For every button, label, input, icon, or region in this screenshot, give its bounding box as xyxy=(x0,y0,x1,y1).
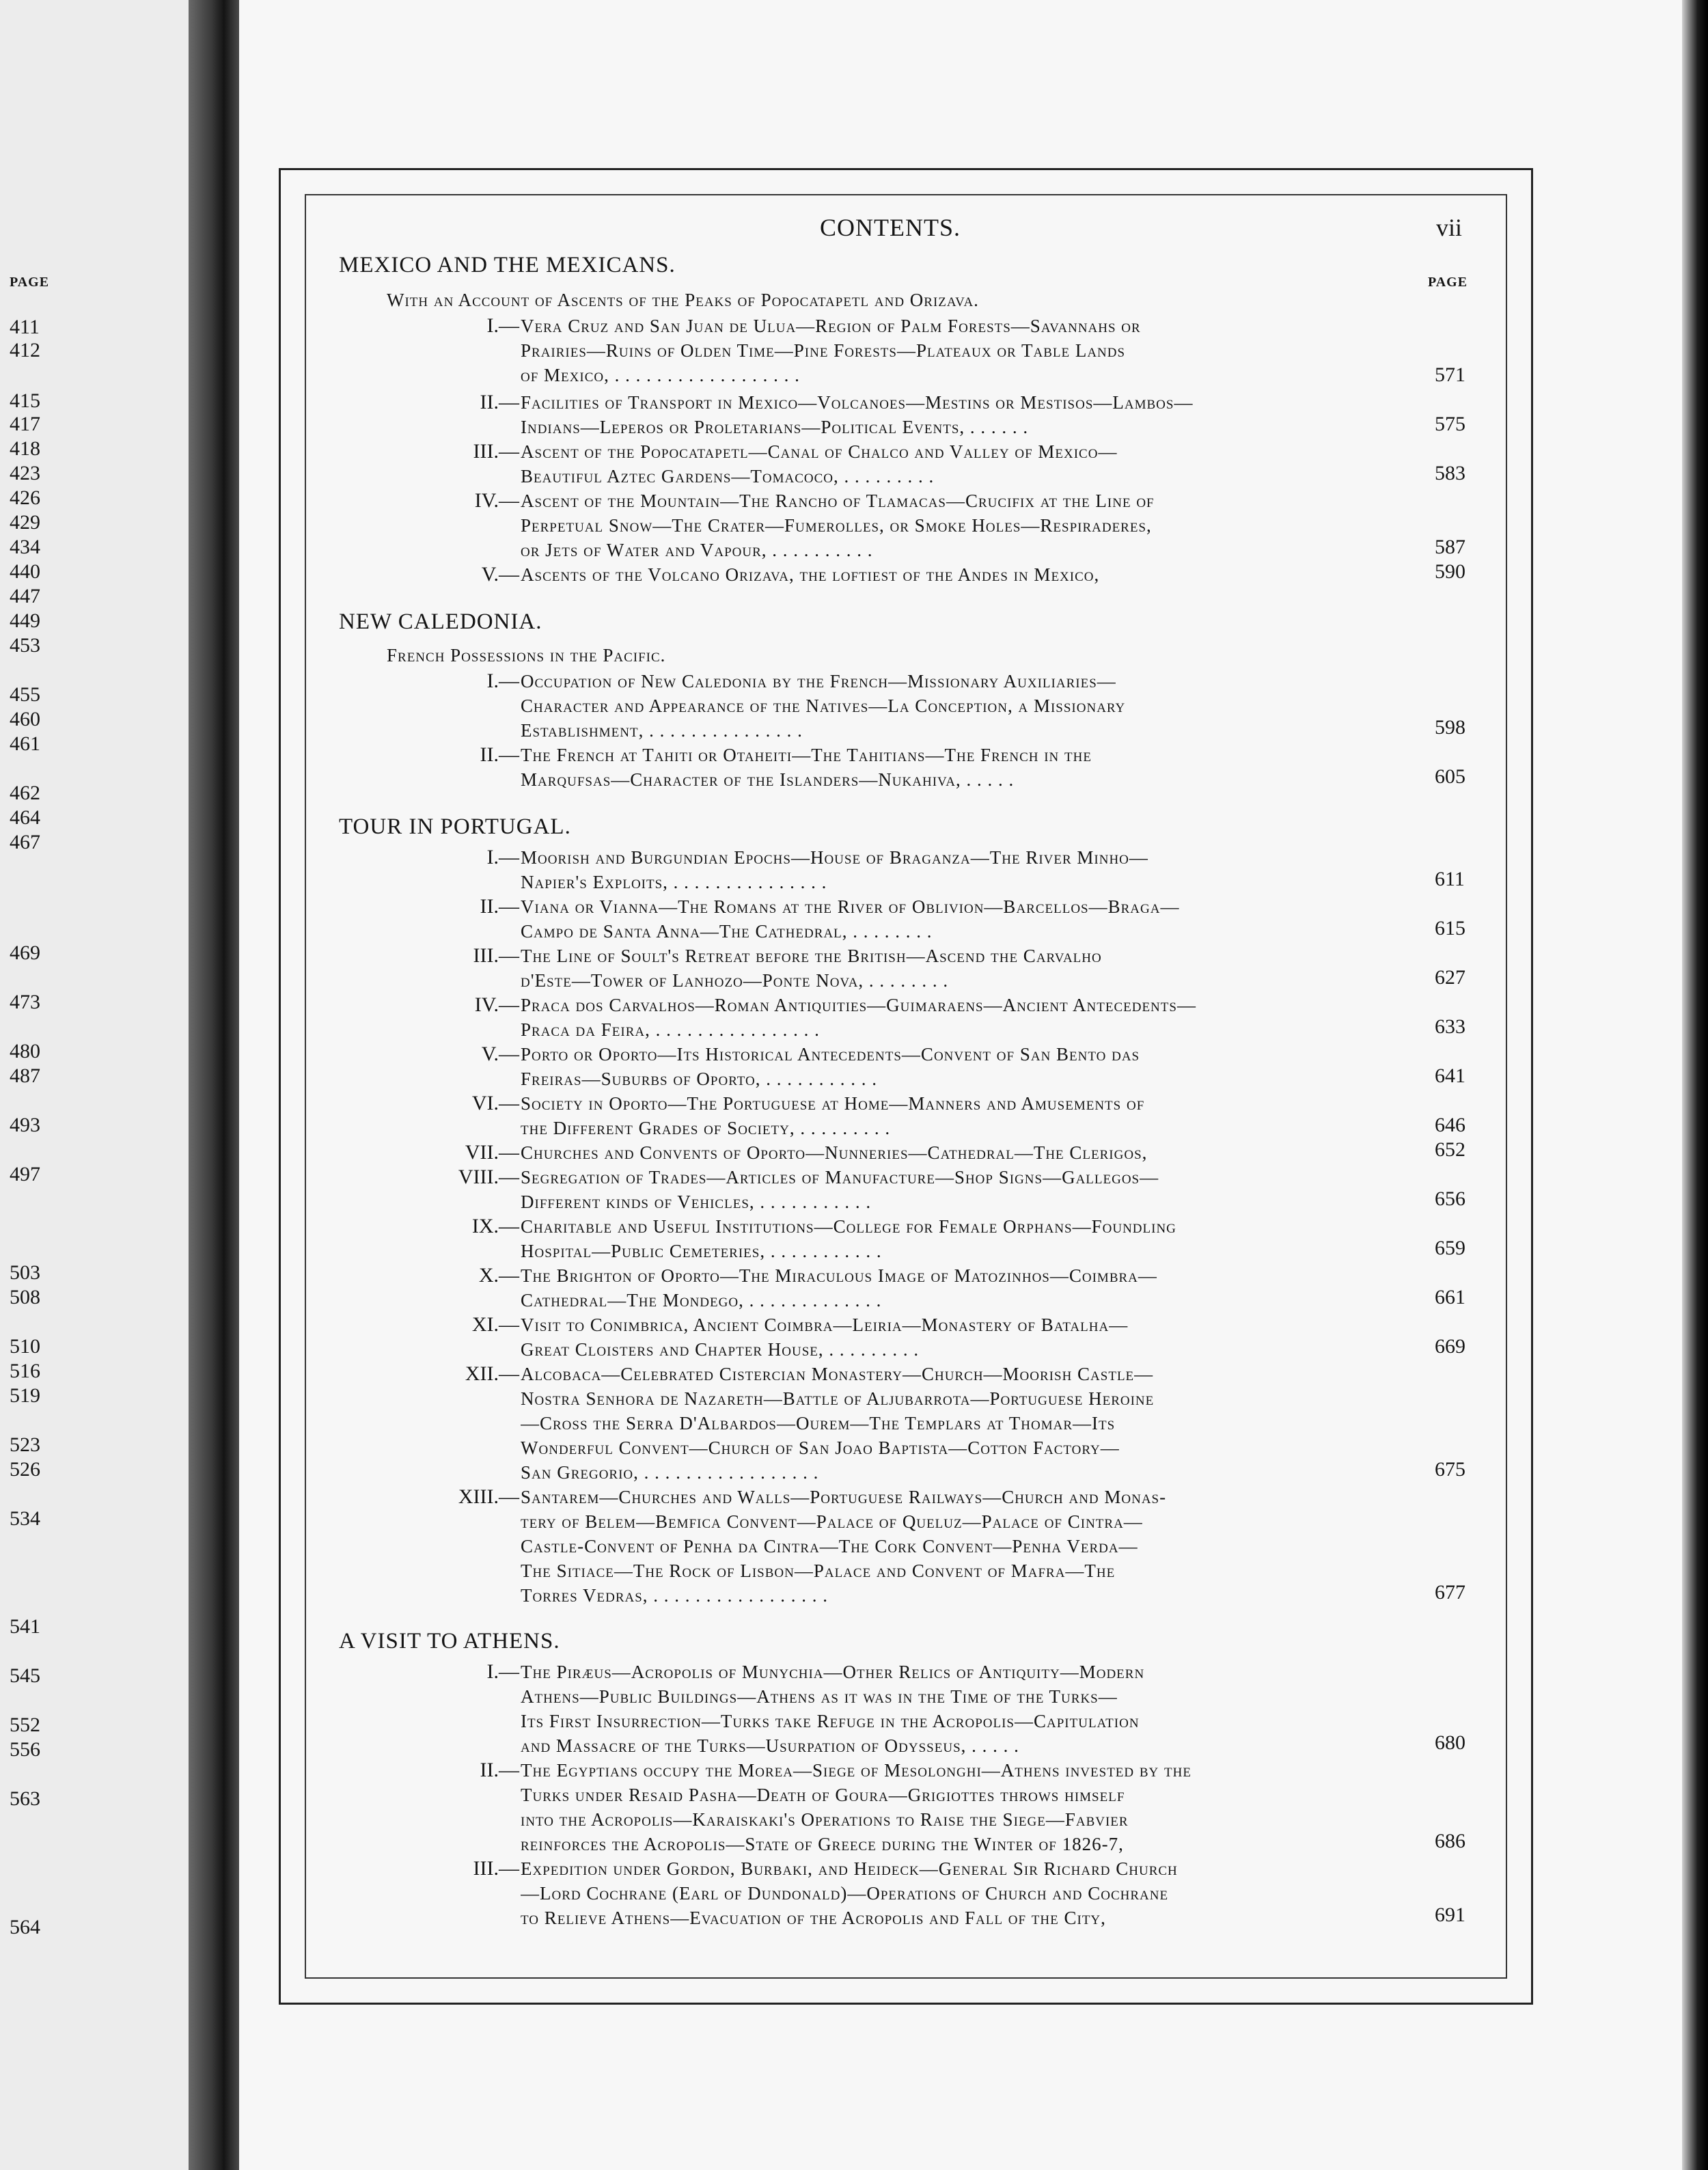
previous-page-number: 464 xyxy=(10,806,40,829)
previous-page xyxy=(0,0,189,2170)
chapter-numeral: I.— xyxy=(486,846,519,868)
chapter-numeral: II.— xyxy=(480,895,519,918)
chapter-line: Perpetual Snow—The Crater—Fumerolles, or Smoke Holes—Respiraderes, xyxy=(521,515,1152,536)
folio-number: vii xyxy=(1436,214,1463,241)
previous-page-number: 460 xyxy=(10,708,40,730)
chapter-numeral: I.— xyxy=(486,1660,519,1683)
chapter-line: The Line of Soult's Retreat before the British—Ascend the Carvalho xyxy=(521,946,1102,966)
chapter-line: Wonderful Convent—Church of San Joao Baptista—Cotton Factory— xyxy=(521,1438,1120,1458)
page-number: 627 xyxy=(1435,966,1465,989)
previous-page-number: 423 xyxy=(10,462,40,484)
previous-page-number: 469 xyxy=(10,942,40,964)
previous-page-number: 434 xyxy=(10,536,40,558)
chapter-line: —Cross the Serra D'Albardos—Ourem—The Templars at Thomar—Its xyxy=(521,1413,1116,1433)
previous-page-number: 412 xyxy=(10,339,40,361)
chapter-numeral: VII.— xyxy=(465,1141,519,1164)
chapter-line: into the Acropolis—Karaiskaki's Operations to Raise the Siege—Fabvier xyxy=(521,1809,1129,1830)
previous-page-number: 411 xyxy=(10,316,40,338)
page-number: 615 xyxy=(1435,917,1465,939)
chapter-line: Character and Appearance of the Natives—La Conception, a Missionary xyxy=(521,696,1126,716)
page-number: 677 xyxy=(1435,1581,1465,1604)
chapter-numeral: XII.— xyxy=(465,1362,519,1385)
chapter-line: Porto or Oporto—Its Historical Antecedents—Convent of San Bento das xyxy=(521,1044,1140,1065)
chapter-line: Ascent of the Popocatapetl—Canal of Chalco and Valley of Mexico— xyxy=(521,441,1118,462)
chapter-line: Marqufsas—Character of the Islanders—Nukahiva, . . . . . xyxy=(521,769,1015,790)
chapter-line: tery of Belem—Bemfica Convent—Palace of Queluz—Palace of Cintra— xyxy=(521,1511,1143,1532)
page-number: 656 xyxy=(1435,1187,1465,1210)
chapter-numeral: XIII.— xyxy=(458,1485,519,1508)
previous-page-number: 449 xyxy=(10,609,40,632)
previous-page-number: 519 xyxy=(10,1384,40,1407)
previous-page-number: 487 xyxy=(10,1065,40,1087)
chapter-line: Torres Vedras, . . . . . . . . . . . . . . . . . xyxy=(521,1585,829,1606)
chapter-line: Praca da Feira, . . . . . . . . . . . . . . . . xyxy=(521,1019,820,1040)
chapter-line: The Piræus—Acropolis of Munychia—Other Relics of Antiquity—Modern xyxy=(521,1662,1145,1682)
page-number: 598 xyxy=(1435,716,1465,739)
page-number: 611 xyxy=(1435,868,1465,890)
chapter-line: Viana or Vianna—The Romans at the River of Oblivion—Barcellos—Braga— xyxy=(521,896,1180,917)
chapter-numeral: IX.— xyxy=(471,1215,519,1237)
chapter-line: The French at Tahiti or Otaheiti—The Tahitians—The French in the xyxy=(521,745,1092,765)
previous-page-number: 493 xyxy=(10,1114,40,1136)
previous-page-number: 516 xyxy=(10,1360,40,1382)
chapter-numeral: III.— xyxy=(473,944,519,967)
chapter-line: Ascents of the Volcano Orizava, the loftiest of the Andes in Mexico, xyxy=(521,564,1100,585)
chapter-line: Expedition under Gordon, Burbaki, and Heideck—General Sir Richard Church xyxy=(521,1858,1178,1879)
chapter-numeral: II.— xyxy=(480,391,519,413)
chapter-line: Vera Cruz and San Juan de Ulua—Region of Palm Forests—Savannahs or xyxy=(521,316,1141,336)
chapter-line: Charitable and Useful Institutions—College for Female Orphans—Foundling xyxy=(521,1216,1176,1237)
section-subtitle: French Possessions in the Pacific. xyxy=(387,645,666,665)
chapter-line: San Gregorio, . . . . . . . . . . . . . . . . . xyxy=(521,1462,819,1483)
previous-page-number: 467 xyxy=(10,831,40,853)
chapter-line: Campo de Santa Anna—The Cathedral, . . . . . . . . xyxy=(521,921,933,942)
chapter-line: The Brighton of Oporto—The Miraculous Image of Matozinhos—Coimbra— xyxy=(521,1265,1157,1286)
chapter-numeral: X.— xyxy=(478,1264,519,1287)
page-number: 590 xyxy=(1435,560,1465,583)
page-number: 605 xyxy=(1435,765,1465,788)
chapter-numeral: IV.— xyxy=(474,993,519,1016)
chapter-line: The Egyptians occupy the Morea—Siege of Mesolonghi—Athens invested by the xyxy=(521,1760,1192,1781)
chapter-numeral: III.— xyxy=(473,440,519,463)
chapter-line: Moorish and Burgundian Epochs—House of Braganza—The River Minho— xyxy=(521,847,1148,868)
previous-page-number: 429 xyxy=(10,511,40,534)
chapter-line: Society in Oporto—The Portuguese at Home—Manners and Amusements of xyxy=(521,1093,1145,1114)
previous-page-number: 510 xyxy=(10,1335,40,1358)
chapter-line: Facilities of Transport in Mexico—Volcanoes—Mestins or Mestisos—Lambos— xyxy=(521,392,1194,413)
previous-page-number: 447 xyxy=(10,585,40,607)
chapter-numeral: IV.— xyxy=(474,489,519,512)
chapter-line: Visit to Conimbrica, Ancient Coimbra—Leiria—Monastery of Batalha— xyxy=(521,1315,1129,1335)
previous-page-number: 563 xyxy=(10,1787,40,1810)
page-number: 691 xyxy=(1435,1904,1465,1926)
chapter-line: to Relieve Athens—Evacuation of the Acropolis and Fall of the City, xyxy=(521,1908,1106,1928)
chapter-line: Freiras—Suburbs of Oporto, . . . . . . . . . . . xyxy=(521,1069,877,1089)
previous-page-number: 545 xyxy=(10,1664,40,1687)
chapter-numeral: I.— xyxy=(486,670,519,692)
chapter-line: the Different Grades of Society, . . . . . . . . . xyxy=(521,1118,891,1138)
chapter-numeral: V.— xyxy=(481,1043,519,1065)
chapter-line: Churches and Convents of Oporto—Nunneries—Cathedral—The Clerigos, xyxy=(521,1142,1148,1163)
chapter-line: of Mexico, . . . . . . . . . . . . . . . . . . xyxy=(521,365,800,385)
chapter-line: Establishment, . . . . . . . . . . . . . . . xyxy=(521,720,803,741)
page-edge-shadow xyxy=(1682,0,1708,2170)
chapter-line: Castle-Convent of Penha da Cintra—The Cork Convent—Penha Verda— xyxy=(521,1536,1138,1556)
chapter-line: The Sitiace—The Rock of Lisbon—Palace and Convent of Mafra—The xyxy=(521,1561,1116,1581)
page-number: 641 xyxy=(1435,1065,1465,1087)
running-head: CONTENTS. xyxy=(820,214,961,241)
page-number: 686 xyxy=(1435,1830,1465,1852)
chapter-line: d'Este—Tower of Lanhozo—Ponte Nova, . . . . . . . . xyxy=(521,970,949,991)
page-number: 646 xyxy=(1435,1114,1465,1136)
page-number: 661 xyxy=(1435,1286,1465,1308)
chapter-numeral: I.— xyxy=(486,314,519,337)
previous-page-number: 508 xyxy=(10,1286,40,1308)
previous-page-number: 534 xyxy=(10,1507,40,1530)
chapter-line: Segregation of Trades—Articles of Manufacture—Shop Signs—Gallegos— xyxy=(521,1167,1159,1187)
page-column-header: PAGE xyxy=(1428,275,1468,290)
chapter-line: Athens—Public Buildings—Athens as it was in the Time of the Turks— xyxy=(521,1686,1118,1707)
chapter-line: Praca dos Carvalhos—Roman Antiquities—Guimaraens—Ancient Antecedents— xyxy=(521,995,1196,1015)
previous-page-number: 541 xyxy=(10,1615,40,1638)
previous-page-number: 552 xyxy=(10,1714,40,1736)
chapter-numeral: II.— xyxy=(480,743,519,766)
chapter-line: Indians—Leperos or Proletarians—Political Events, . . . . . . xyxy=(521,417,1029,437)
chapter-line: Cathedral—The Mondego, . . . . . . . . . . . . . xyxy=(521,1290,882,1310)
previous-page-number: 523 xyxy=(10,1433,40,1456)
previous-page-number: 564 xyxy=(10,1916,40,1938)
page-number: 575 xyxy=(1435,413,1465,435)
chapter-numeral: VI.— xyxy=(471,1092,519,1114)
chapter-numeral: II.— xyxy=(480,1759,519,1781)
chapter-line: Turks under Resaid Pasha—Death of Goura—Grigiottes throws himself xyxy=(521,1785,1125,1805)
page-number: 680 xyxy=(1435,1731,1465,1754)
page-number: 675 xyxy=(1435,1458,1465,1481)
chapter-line: Great Cloisters and Chapter House, . . . . . . . . . xyxy=(521,1339,920,1360)
chapter-numeral: VIII.— xyxy=(458,1166,519,1188)
chapter-line: Hospital—Public Cemeteries, . . . . . . . . . . . xyxy=(521,1241,882,1261)
chapter-line: reinforces the Acropolis—State of Greece during the Winter of 1826-7, xyxy=(521,1834,1124,1854)
page-number: 659 xyxy=(1435,1237,1465,1259)
chapter-line: Alcobaca—Celebrated Cistercian Monastery—Church—Moorish Castle— xyxy=(521,1364,1154,1384)
page-number: 583 xyxy=(1435,462,1465,484)
previous-page-number: 503 xyxy=(10,1261,40,1284)
page-number: 587 xyxy=(1435,536,1465,558)
chapter-line: and Massacre of the Turks—Usurpation of Odysseus, . . . . . xyxy=(521,1735,1019,1756)
previous-page-number: 440 xyxy=(10,560,40,583)
page-number: 669 xyxy=(1435,1335,1465,1358)
chapter-numeral: III.— xyxy=(473,1857,519,1880)
previous-page-number: 497 xyxy=(10,1163,40,1185)
section-title: NEW CALEDONIA. xyxy=(339,609,542,634)
previous-page-header: PAGE xyxy=(10,275,50,290)
previous-page-number: 526 xyxy=(10,1458,40,1481)
chapter-line: Nostra Senhora de Nazareth—Battle of Aljubarrota—Portuguese Heroine xyxy=(521,1388,1155,1409)
chapter-line: or Jets of Water and Vapour, . . . . . . . . . . xyxy=(521,540,873,560)
previous-page-number: 455 xyxy=(10,683,40,706)
previous-page-number: 426 xyxy=(10,486,40,509)
previous-page-number: 462 xyxy=(10,782,40,804)
chapter-line: Prairies—Ruins of Olden Time—Pine Forests—Plateaux or Table Lands xyxy=(521,340,1126,361)
page-number: 571 xyxy=(1435,363,1465,386)
page-number: 652 xyxy=(1435,1138,1465,1161)
previous-page-number: 415 xyxy=(10,389,40,412)
previous-page-number: 461 xyxy=(10,732,40,755)
chapter-numeral: V.— xyxy=(481,563,519,586)
page-number: 633 xyxy=(1435,1015,1465,1038)
section-title: MEXICO AND THE MEXICANS. xyxy=(339,253,676,277)
chapter-line: Beautiful Aztec Gardens—Tomacoco, . . . . . . . . . xyxy=(521,466,935,486)
chapter-line: Occupation of New Caledonia by the French—Missionary Auxiliaries— xyxy=(521,671,1116,691)
previous-page-number: 556 xyxy=(10,1738,40,1761)
section-title: TOUR IN PORTUGAL. xyxy=(339,814,571,839)
previous-page-number: 453 xyxy=(10,634,40,657)
chapter-line: Its First Insurrection—Turks take Refuge in the Acropolis—Capitulation xyxy=(521,1711,1140,1731)
section-title: A VISIT TO ATHENS. xyxy=(339,1629,560,1653)
previous-page-number: 417 xyxy=(10,413,40,435)
previous-page-number: 473 xyxy=(10,991,40,1013)
chapter-line: Santarem—Churches and Walls—Portuguese Railways—Church and Monas- xyxy=(521,1487,1167,1507)
previous-page-number: 480 xyxy=(10,1040,40,1062)
chapter-line: Napier's Exploits, . . . . . . . . . . . . . . . xyxy=(521,872,827,892)
chapter-numeral: XI.— xyxy=(471,1313,519,1336)
previous-page-number: 418 xyxy=(10,437,40,460)
chapter-line: Ascent of the Mountain—The Rancho of Tlamacas—Crucifix at the Line of xyxy=(521,491,1155,511)
book-gutter xyxy=(189,0,239,2170)
section-subtitle: With an Account of Ascents of the Peaks of Popocatapetl and Orizava. xyxy=(387,290,979,310)
chapter-line: —Lord Cochrane (Earl of Dundonald)—Operations of Church and Cochrane xyxy=(521,1883,1169,1904)
chapter-line: Different kinds of Vehicles, . . . . . . . . . . . xyxy=(521,1192,872,1212)
